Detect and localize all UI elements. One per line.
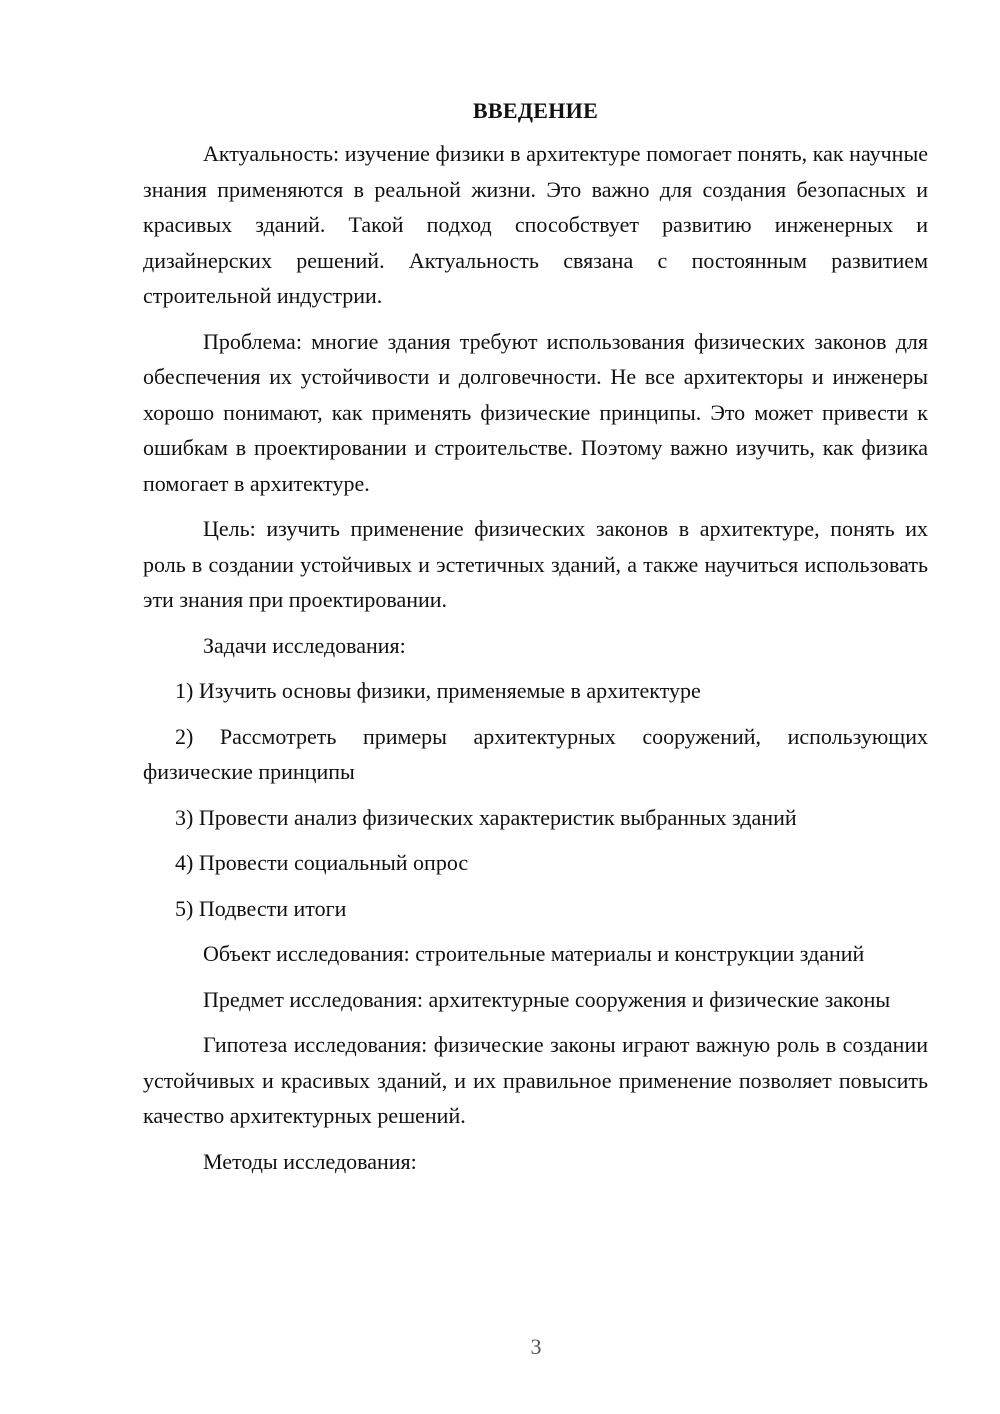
hypothesis-paragraph: Гипотеза исследования: физические законы играют важную роль в создании устойчивых и красивых зданий, и их правильное применение позволяет повысить качество архитектурных решений. [143,1032,928,1128]
goal-paragraph: Цель: изучить применение физических законов в архитектуре, понять их роль в создании устойчивых и эстетичных зданий, а также научиться использовать эти знания при проектировании. [143,516,928,612]
tasks-list [143,673,928,926]
page-title: ВВЕДЕНИЕ [472,98,599,123]
object-paragraph: Объект исследования: строительные материалы и конструкции зданий [203,941,865,966]
page-number: 3 [530,1334,542,1359]
subject-paragraph: Предмет исследования: архитектурные сооружения и физические законы [203,986,891,1012]
list-item: 2) Рассмотреть примеры архитектурных сооружений, использующих физические принципы [143,723,928,784]
list-item: 1) Изучить основы физики, применяемые в архитектуре [175,678,701,703]
problem-paragraph: Проблема: многие здания требуют использования физических законов для обеспечения их устойчивости и долговечности. Не все архитекторы и инженеры хорошо понимают, как применять физические принципы. Это может привести к ошибкам в проектировании и строительстве. Поэтому важно изучить, как физика помогает в архитектуре. [143,328,928,496]
list-item: 4) Провести социальный опрос [175,850,469,875]
list-item: 5) Подвести итоги [175,895,347,921]
methods-heading: Методы исследования: [203,1148,417,1174]
tasks-heading: Задачи исследования: [203,632,406,658]
list-item: 3) Провести анализ физических характеристик выбранных зданий [175,804,797,830]
document-page [143,96,928,1189]
relevance-paragraph: Актуальность: изучение физики в архитектуре помогает понять, как научные знания применяются в реальной жизни. Это важно для создания безопасных и красивых зданий. Такой подход способствует развитию инженерных и дизайнерских решений. Актуальность связана с постоянным развитием строительной индустрии. [143,141,928,308]
